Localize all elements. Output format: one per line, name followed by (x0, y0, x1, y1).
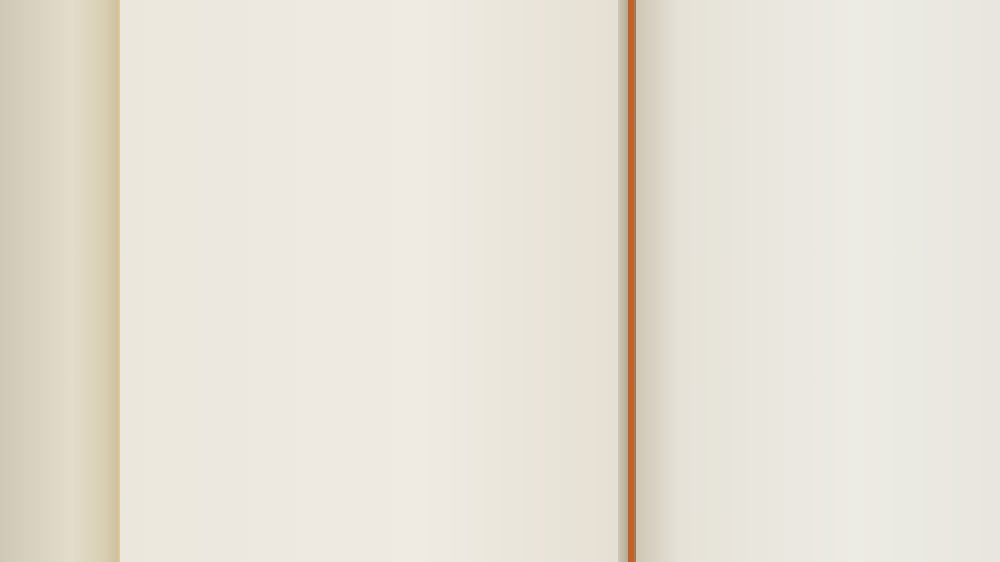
left-page (120, 0, 620, 562)
book-cover-edge (0, 0, 130, 562)
right-page (636, 0, 1000, 562)
binding-strip (628, 0, 634, 562)
